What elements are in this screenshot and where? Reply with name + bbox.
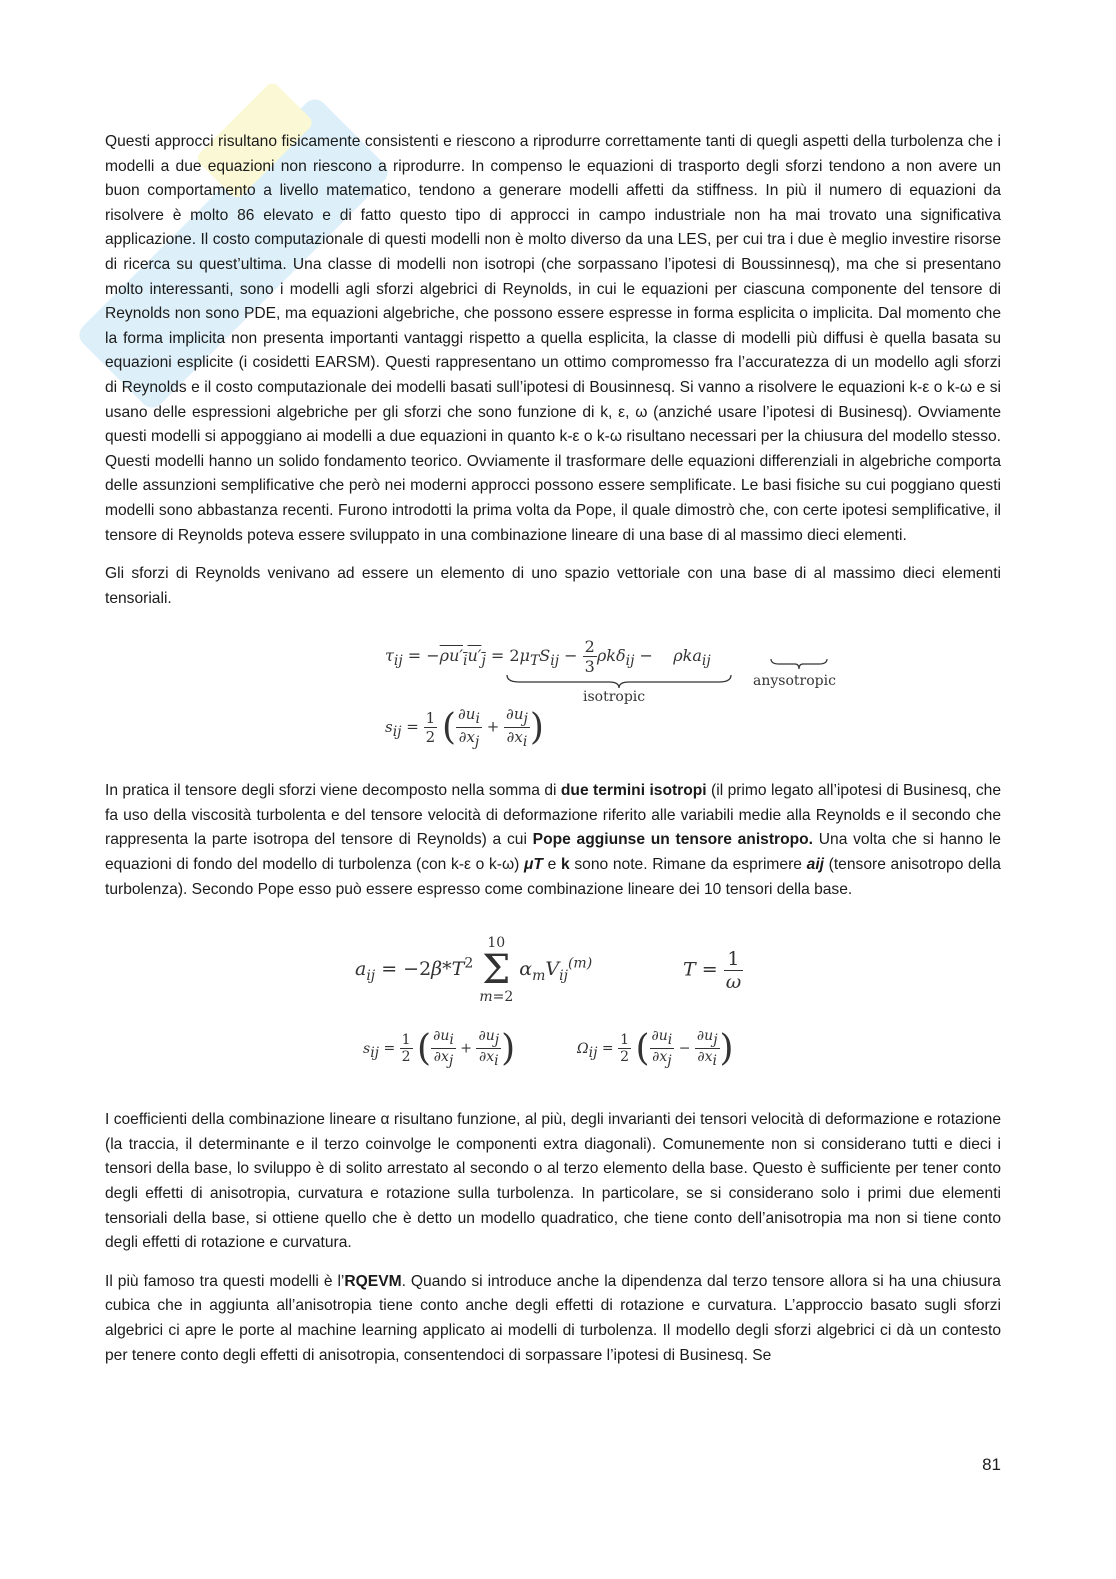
paragraph-2: Gli sforzi di Reynolds venivano ad essere un elemento di uno spazio vettoriale con una base di al massimo dieci elementi tensoriali.: [105, 565, 1001, 607]
anisotropic-label: anysotropic: [753, 673, 836, 690]
equation-a-ij: $a_{ij} = -2\beta*T^2$ 10 Σ m=2 $\alpha_mV_{ij}^{(m)}$: [355, 935, 593, 1006]
paragraph-4: I coefficienti della combinazione lineare α risultano funzione, al più, degli invarianti dei tensori velocità di deformazione e rotazione (la traccia, il determinante e il terzo coinvolge le componenti extra diagonali). Comunemente non si considerano tutti e dieci i tensori della base, lo sviluppo è di solito arrestato al secondo o al terzo elemento della base. Questo è sufficiente per tener conto degli effetti di anisotropia, curvatura e rotazione sulla turbolenza. In particolare, se si considerano solo i primi due elementi tensoriali della base, si ottiene quello che è detto un modello quadratico, che tiene conto dell’anisotropia ma non si tiene conto degli effetti di rotazione e curvatura.: [105, 1111, 1001, 1252]
paragraph-5: Il più famoso tra questi modelli è l’RQEVM. Quando si introduce anche la dipendenza dal terzo tensore allora si ha una chiusura cubica che in aggiunta all’anisotropia tiene conto anche degli effetti di rotazione e curvatura. L’approccio basato sugli sforzi algebrici ci apre le porte al machine learning applicato ai modelli di turbolenza. Il modello degli sforzi algebrici ci dà un contesto per tenere conto degli effetti di anisotropia, consentendoci di sorpassare l’ipotesi di Businesq. Se: [105, 1272, 1001, 1364]
equation-s-ij: $s_{ij}$ = $\frac{1}{2}$ ( $\frac{\partial u_i}{\partial x_j}$ + $\frac{\partial u_j}{\partial x_i}$ ): [385, 705, 544, 751]
equation-s-ij-2: $s_{ij}$ = $\frac{1}{2}$ ( $\frac{\partial u_i}{\partial x_j}$ + $\frac{\partial u_j}{\partial x_i}$ ): [363, 1028, 516, 1070]
document-body: [105, 130, 1001, 1368]
paragraph-3: In pratica il tensore degli sforzi viene decomposto nella somma di due termini isotropi (il primo legato all’ipotesi di Businesq, che fa uso della viscosità turbolenta e del tensore velocità di deformazione riferito alle variabili medie alla Reynolds e il secondo che rappresenta la parte isotropa del tensore di Reynolds) a cui Pope aggiunse un tensore anistropo. Una volta che si hanno le equazioni di fondo del modello di turbolenza (con k-ε o k-ω) μT e k sono note. Rimane da esprimere aij (tensore anisotropo della turbolenza). Secondo Pope esso può essere espresso come combinazione lineare dei 10 tensori della base.: [105, 782, 1001, 898]
isotropic-label: isotropic: [583, 689, 646, 706]
equation-omega-ij: $\Omega_{ij}$ = $\frac{1}{2}$ ( $\frac{\partial u_i}{\partial x_j}$ − $\frac{\partial u_j}{\partial x_i}$ ): [577, 1028, 734, 1070]
equation-T: T = $\frac{1}{\omega}$: [683, 948, 742, 994]
isotropic-brace-icon: [505, 673, 733, 689]
equation-tau-ij: $\tau_{ij} = -\rho u'_iu'_j = 2\mu_TS_{ij}$ − $\frac{2}{3}$ ρkδ$_{ij}$ − ρka$_{ij}$: [385, 637, 711, 677]
equation-anisotropic-tensor: [105, 916, 1001, 1084]
page-number: 81: [982, 1455, 1001, 1474]
anisotropic-brace-icon: [769, 657, 829, 671]
paragraph-1: Questi approcci risultano fisicamente consistenti e riescono a riprodurre correttamente tanti di quegli aspetti della turbolenza che i modelli a due equazioni non riescono a riprodurre. In compenso le equazioni di trasporto degli sforzi tendono a non avere un buon comportamento a livello matematico, tendono a generare modelli affetti da stiffness. In più il numero di equazioni da risolvere è molto 86 elevato e di fatto questo tipo di approcci in campo industriale non ha mai trovato una significativa applicazione. Il costo computazionale di questi modelli non è molto diverso da una LES, per cui tra i due è meglio investire risorse di ricerca su quest’ultima. Una classe di modelli non isotropi (che sorpassano l’ipotesi di Boussinnesq), ma che si presentano molto interessanti, sono i modelli agli sforzi algebrici di Reynolds, in cui le equazioni per ciascuna componente del tensore di Reynolds non sono PDE, ma equazioni algebriche, che possono essere espresse in forma esplicita o implicita. Dal momento che la forma implicita non presenta importanti vantaggi rispetto a quella esplicita, la classe di modelli più diffusi è quella basata su equazioni esplicite (i cosidetti EARSM). Questi rappresentano un ottimo compromesso fra l’accuratezza di un modello agli sforzi di Reynolds e il costo computazionale dei modelli basati sull’ipotesi di Bousinnesq. Si vanno a risolvere le equazioni k-ε o k-ω e si usano delle espressioni algebriche per gli sforzi che sono funzione di k, ε, ω (anziché usare l’ipotesi di Businesq). Ovviamente questi modelli si appoggiano ai modelli a due equazioni in quanto k-ε o k-ω risultano necessari per la chiusura del modello stesso. Questi modelli hanno un solido fondamento teorico. Ovviamente il trasformare delle equazioni differenziali in algebriche comporta delle assunzioni semplificative che però nei moderni approcci possono essere semplificate. Le basi fisiche su cui poggiano questi modelli sono abbastanza recenti. Furono introdotti la prima volta da Pope, il quale dimostrò che, con certe ipotesi semplificative, il tensore di Reynolds poteva essere sviluppato in una combinazione lineare di una base di al massimo dieci elementi.: [105, 133, 1001, 544]
equation-reynolds-decomposition: [105, 627, 1001, 755]
